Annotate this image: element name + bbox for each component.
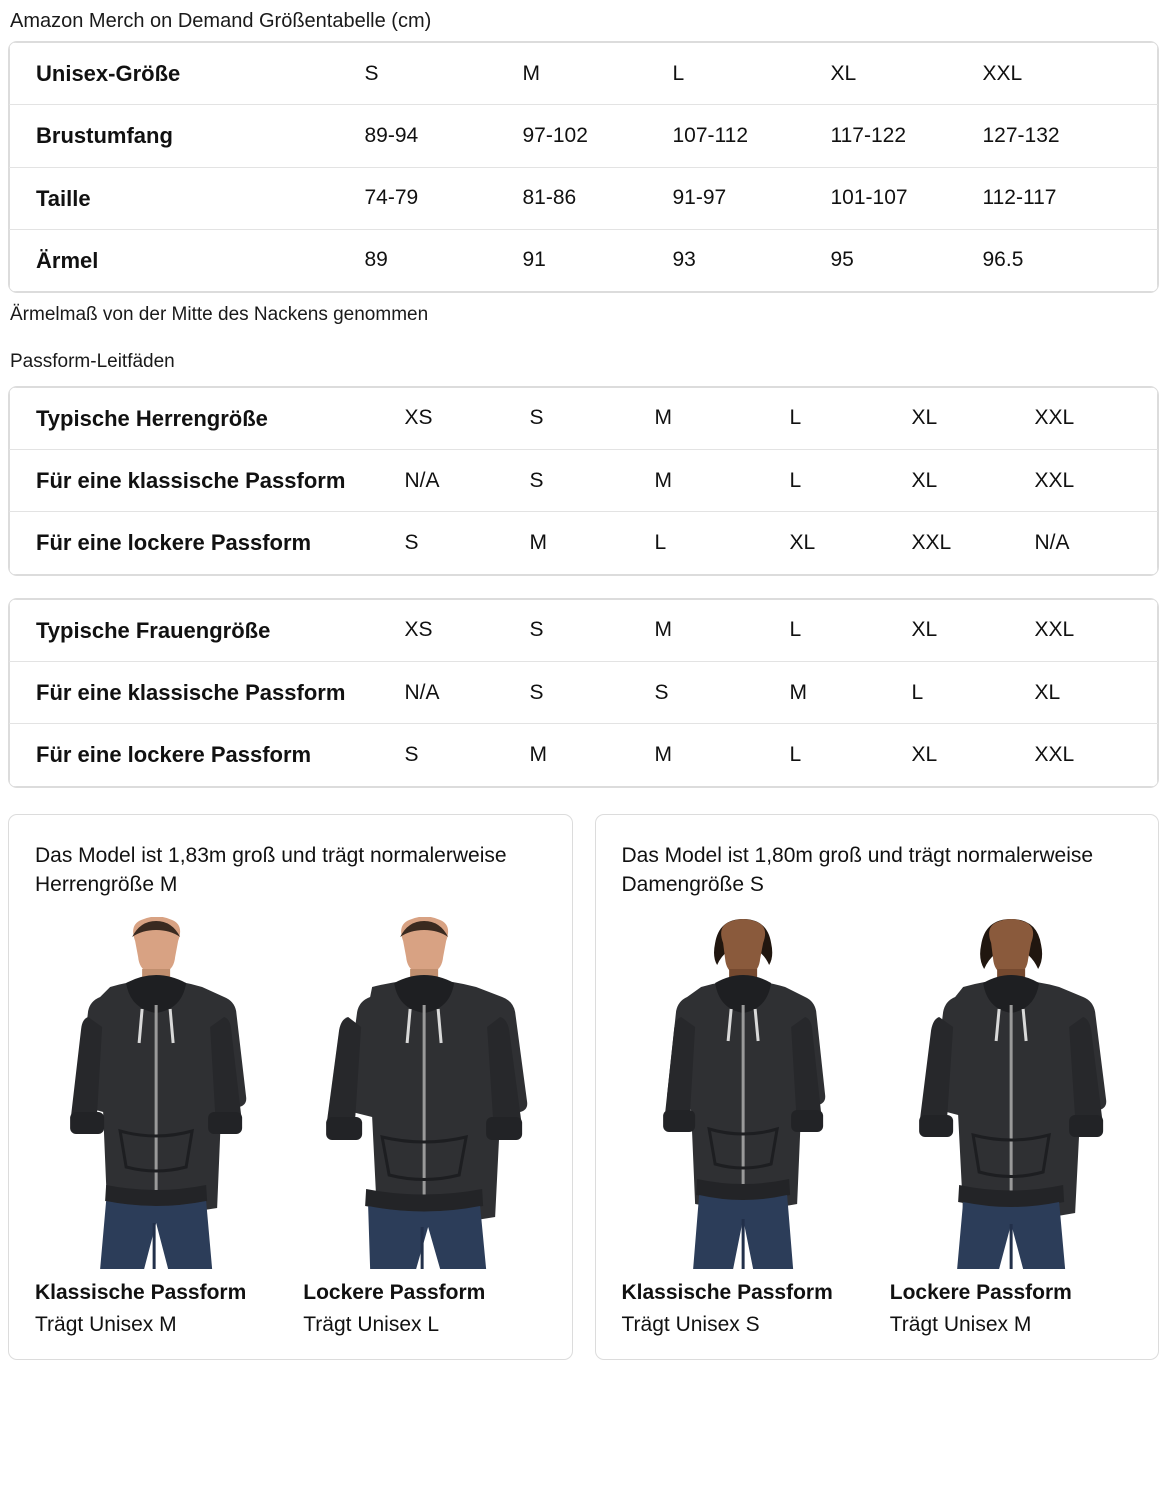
cell: XXL xyxy=(1035,599,1158,661)
womens-fit-table-container xyxy=(8,598,1159,788)
cell: XXL xyxy=(1034,742,1075,766)
model-description: Das Model ist 1,83m groß und trägt normalerweise Herrengröße M xyxy=(35,843,507,897)
row-label: Für eine klassische Passform xyxy=(10,661,405,723)
cell: XXL xyxy=(1035,450,1158,512)
cell: L xyxy=(912,661,1035,723)
table-row xyxy=(10,43,1158,105)
cell: 89-94 xyxy=(365,105,523,167)
cell: M xyxy=(790,661,912,723)
fit-label: Klassische Passform xyxy=(621,1280,833,1304)
size-table xyxy=(9,42,1158,292)
fit-wears: Trägt Unisex L xyxy=(303,1312,440,1336)
cell: XS xyxy=(405,387,530,449)
row-label: Typische Frauengröße xyxy=(10,599,405,661)
cell: 91-97 xyxy=(673,167,831,229)
male-hoodie-classic-illustration xyxy=(31,917,281,1269)
model-card-male xyxy=(8,814,573,1360)
cell: 127-132 xyxy=(983,105,1158,167)
table-row xyxy=(10,450,1158,512)
cell: XS xyxy=(405,599,530,661)
cell: 117-122 xyxy=(831,105,983,167)
cell: XL xyxy=(912,387,1035,449)
cell: M xyxy=(654,742,672,766)
cell: L xyxy=(790,387,912,449)
figures xyxy=(31,917,550,1337)
womens-fit-table xyxy=(9,599,1158,787)
cell: 89 xyxy=(364,248,388,272)
figure-male-classic xyxy=(31,917,281,1337)
cell: M xyxy=(655,387,790,449)
cell: 81-86 xyxy=(523,167,673,229)
fit-wears: Trägt Unisex S xyxy=(621,1312,760,1336)
fit-label: Lockere Passform xyxy=(303,1280,486,1304)
row-label: Brustumfang xyxy=(10,105,365,167)
row-label: Für eine lockere Passform xyxy=(36,530,312,556)
cell: S xyxy=(404,530,419,554)
female-hoodie-classic-illustration xyxy=(618,917,868,1269)
table-row xyxy=(10,599,1158,661)
fit-guides-heading: Passform-Leitfäden xyxy=(10,350,175,372)
figure-female-classic xyxy=(618,917,868,1337)
male-hoodie-relaxed-illustration xyxy=(299,917,549,1269)
cell: XL xyxy=(831,43,983,105)
cell: L xyxy=(654,530,667,554)
row-label: Unisex-Größe xyxy=(10,43,365,105)
row-label: Für eine klassische Passform xyxy=(10,450,405,512)
table-row xyxy=(10,167,1158,229)
cell: L xyxy=(673,43,831,105)
mens-fit-table xyxy=(9,387,1158,575)
cell: XL xyxy=(789,530,816,554)
cell: XXL xyxy=(983,43,1158,105)
row-label: Ärmel xyxy=(36,247,99,273)
row-label: Taille xyxy=(10,167,365,229)
cell: XL xyxy=(912,599,1035,661)
cell: M xyxy=(529,742,547,766)
model-description: Das Model ist 1,80m groß und trägt normalerweise Damengröße S xyxy=(621,843,1094,897)
table-row xyxy=(10,387,1158,449)
table-row xyxy=(10,512,1158,574)
cell: XXL xyxy=(1035,387,1158,449)
cell: 93 xyxy=(672,248,696,272)
cell: 96.5 xyxy=(982,248,1024,272)
cell: 74-79 xyxy=(365,167,523,229)
cell: S xyxy=(530,599,655,661)
cell: XXL xyxy=(911,530,952,554)
mens-fit-table-container xyxy=(8,386,1159,576)
cell: L xyxy=(789,742,802,766)
cell: L xyxy=(790,450,912,512)
cell: S xyxy=(530,450,655,512)
fit-wears: Trägt Unisex M xyxy=(35,1312,177,1336)
female-hoodie-relaxed-illustration xyxy=(886,917,1136,1269)
cell: 95 xyxy=(830,248,854,272)
figures xyxy=(618,917,1137,1337)
cell: 97-102 xyxy=(523,105,673,167)
cell: M xyxy=(529,530,547,554)
table-row xyxy=(10,105,1158,167)
figure-female-relaxed xyxy=(886,917,1136,1337)
cell: N/A xyxy=(405,661,530,723)
cell: M xyxy=(655,599,790,661)
fit-label: Lockere Passform xyxy=(889,1280,1072,1304)
table-row xyxy=(10,229,1158,291)
cell: XL xyxy=(911,742,938,766)
cell: 112-117 xyxy=(983,167,1158,229)
row-label: Typische Herrengröße xyxy=(10,387,405,449)
model-card-female xyxy=(595,814,1160,1360)
cell: S xyxy=(655,661,790,723)
cell: M xyxy=(523,43,673,105)
cell: N/A xyxy=(1034,530,1070,554)
cell: XL xyxy=(1035,661,1158,723)
fit-wears: Trägt Unisex M xyxy=(889,1312,1032,1336)
cell: S xyxy=(365,43,523,105)
cell: S xyxy=(530,387,655,449)
cell: L xyxy=(790,599,912,661)
cell: S xyxy=(530,661,655,723)
fit-label: Klassische Passform xyxy=(35,1280,247,1304)
cell: M xyxy=(655,450,790,512)
page-title: Amazon Merch on Demand Größentabelle (cm) xyxy=(10,10,432,32)
cell: XL xyxy=(912,450,1035,512)
cell: 91 xyxy=(522,248,546,272)
cell: S xyxy=(404,742,419,766)
table-row xyxy=(10,661,1158,723)
row-label: Für eine lockere Passform xyxy=(36,742,312,768)
model-cards-row xyxy=(8,814,1159,1360)
size-table-container xyxy=(8,41,1159,293)
cell: N/A xyxy=(405,450,530,512)
sleeve-measurement-note: Ärmelmaß von der Mitte des Nackens genommen xyxy=(10,304,429,326)
figure-male-relaxed xyxy=(299,917,549,1337)
cell: 107-112 xyxy=(673,105,831,167)
cell: 101-107 xyxy=(831,167,983,229)
table-row xyxy=(10,724,1158,786)
